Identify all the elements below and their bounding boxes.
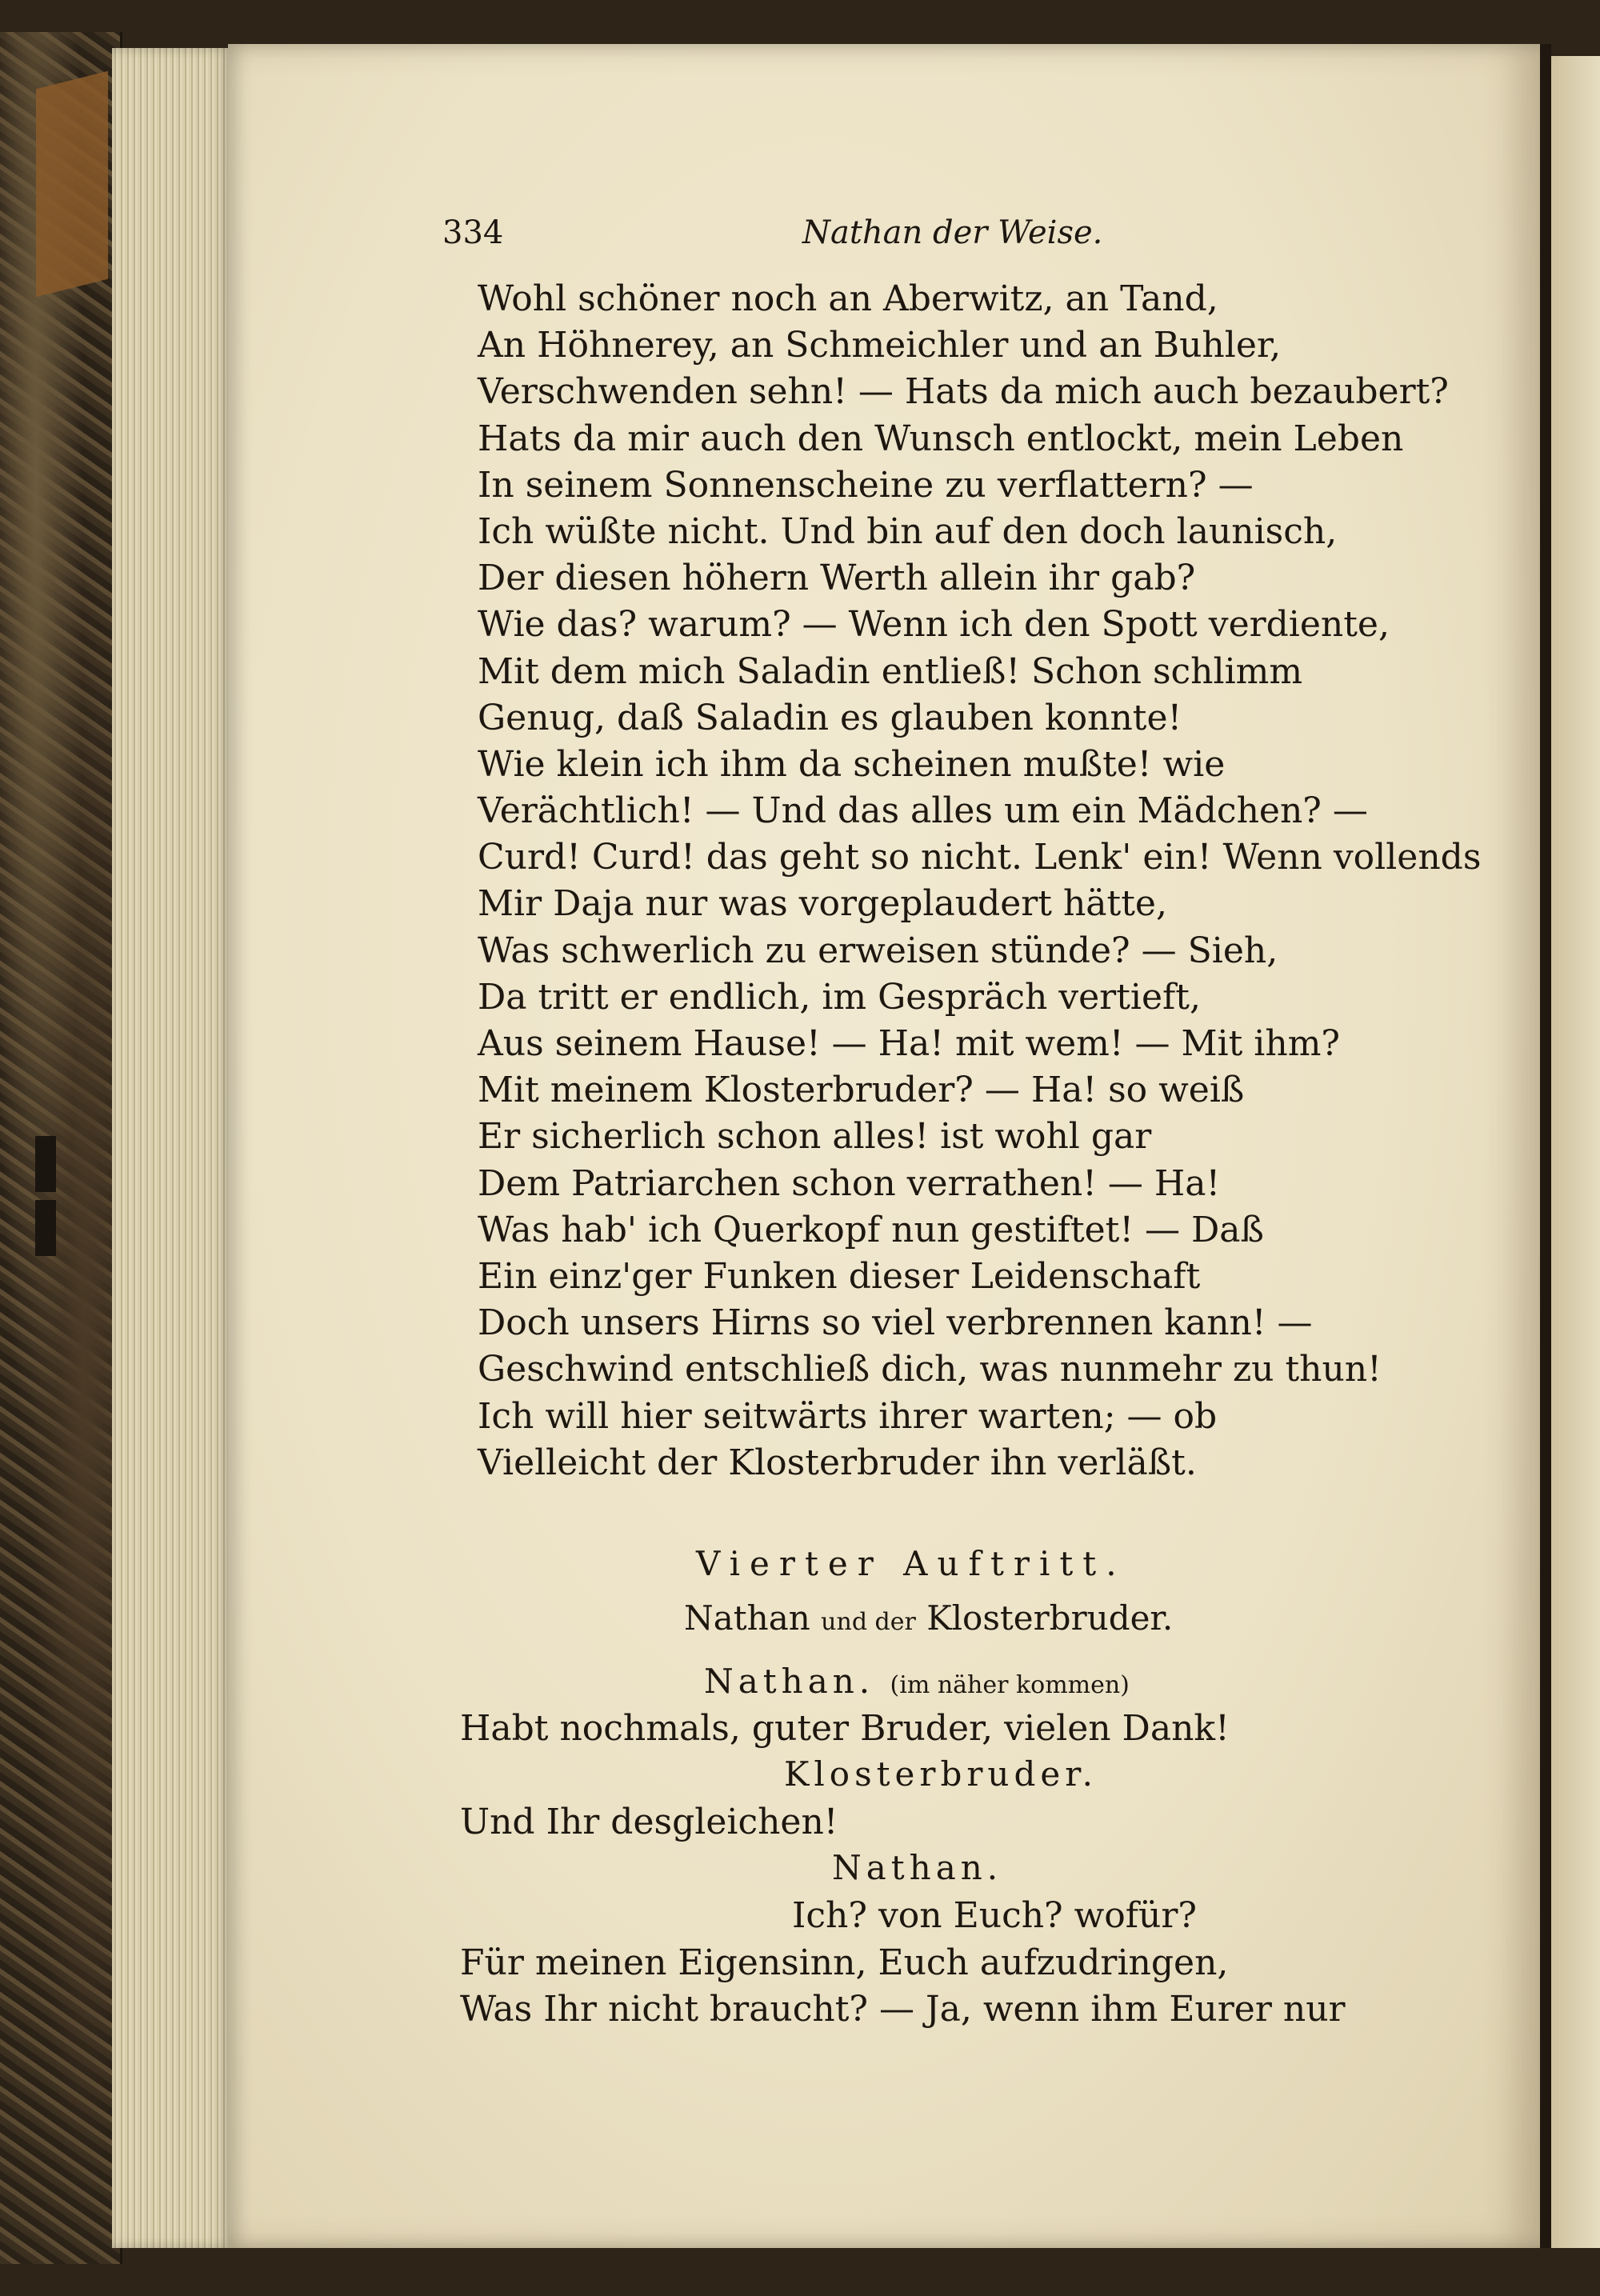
binding-clip — [35, 1136, 56, 1192]
verse-line: Ich will hier seitwärts ihrer warten; — ob — [478, 1395, 1218, 1437]
dialogue-line: Was Ihr nicht braucht? — Ja, wenn ihm Eurer nur — [460, 1989, 1346, 2030]
marbled-book-cover — [0, 32, 122, 2264]
verse-line: Doch unsers Hirns so viel verbrennen kann! — — [478, 1302, 1313, 1344]
stage-direction: (im näher kommen) — [890, 1671, 1130, 1699]
verse-line: Aus seinem Hause! — Ha! mit wem! — Mit ihm? — [478, 1023, 1340, 1064]
verse-line: Genug, daß Saladin es glauben konnte! — [478, 697, 1182, 738]
scene-persons — [684, 1598, 1173, 1638]
speaker-name: Nathan. — [704, 1662, 875, 1701]
person-klosterbruder: Klosterbruder. — [926, 1598, 1174, 1638]
verse-line: Hats da mir auch den Wunsch entlockt, mein Leben — [478, 418, 1404, 459]
verse-line: Vielleicht der Klosterbruder ihn verläßt. — [478, 1442, 1197, 1483]
verse-line: An Höhnerey, an Schmeichler und an Buhler, — [478, 325, 1282, 366]
verse-line: Mit dem mich Saladin entließ! Schon schlimm — [478, 650, 1303, 692]
running-title: Nathan der Weise. — [802, 214, 1103, 251]
speaker-nathan-2: Nathan. — [832, 1848, 1003, 1887]
dialogue-line: Für meinen Eigensinn, Euch aufzudringen, — [460, 1942, 1229, 1983]
verse-line: Verschwenden sehn! — Hats da mich auch bezaubert? — [478, 371, 1449, 413]
dialogue-line: Ich? von Euch? wofür? — [792, 1895, 1198, 1936]
verse-line: Mit meinem Klosterbruder? — Ha! so weiß — [478, 1070, 1245, 1111]
dialogue-line: Und Ihr desgleichen! — [460, 1802, 838, 1842]
verse-line: Mir Daja nur was vorgeplaudert hätte, — [478, 883, 1167, 925]
verse-line: Dem Patriarchen schon verrathen! — Ha! — [478, 1162, 1221, 1204]
verse-line: Wie das? warum? — Wenn ich den Spott verdiente, — [478, 604, 1390, 646]
verse-line: Wohl schöner noch an Aberwitz, an Tand, — [478, 278, 1218, 319]
person-nathan: Nathan — [684, 1598, 810, 1638]
speaker-nathan — [704, 1662, 1130, 1701]
binding-clip — [35, 1200, 56, 1256]
book-gutter — [1540, 44, 1551, 2248]
dialogue-line: Habt nochmals, guter Bruder, vielen Dank! — [460, 1708, 1230, 1749]
page-number: 334 — [442, 214, 504, 251]
verse-line: Curd! Curd! das geht so nicht. Lenk' ein! Wenn vollends — [478, 837, 1482, 878]
verse-line: Der diesen höhern Werth allein ihr gab? — [478, 558, 1196, 599]
leather-corner — [36, 71, 108, 297]
verse-line: In seinem Sonnenscheine zu verflattern? — — [478, 464, 1254, 506]
verse-block — [478, 276, 1481, 1486]
verse-line: Was hab' ich Querkopf nun gestiftet! — Daß — [478, 1209, 1264, 1250]
verse-line: Wie klein ich ihm da scheinen mußte! wie — [478, 743, 1226, 785]
verse-line: Was schwerlich zu erweisen stünde? — Sieh, — [478, 930, 1278, 971]
scene-title: Vierter Auftritt. — [696, 1544, 1126, 1583]
page-edges — [112, 48, 232, 2248]
verse-line: Ich wüßte nicht. Und bin auf den doch launisch, — [478, 510, 1338, 552]
verse-line: Geschwind entschließ dich, was nunmehr zu thun! — [478, 1349, 1382, 1390]
verse-line: Verächtlich! — Und das alles um ein Mädchen? — — [478, 790, 1368, 832]
verse-line: Da tritt er endlich, im Gespräch vertieft, — [478, 976, 1201, 1018]
speaker-klosterbruder: Klosterbruder. — [784, 1754, 1098, 1794]
verse-line: Ein einz'ger Funken dieser Leidenschaft — [478, 1255, 1201, 1297]
persons-connector: und der — [821, 1608, 916, 1636]
facing-page-edge — [1551, 56, 1600, 2248]
verse-line: Er sicherlich schon alles! ist wohl gar — [478, 1116, 1152, 1158]
